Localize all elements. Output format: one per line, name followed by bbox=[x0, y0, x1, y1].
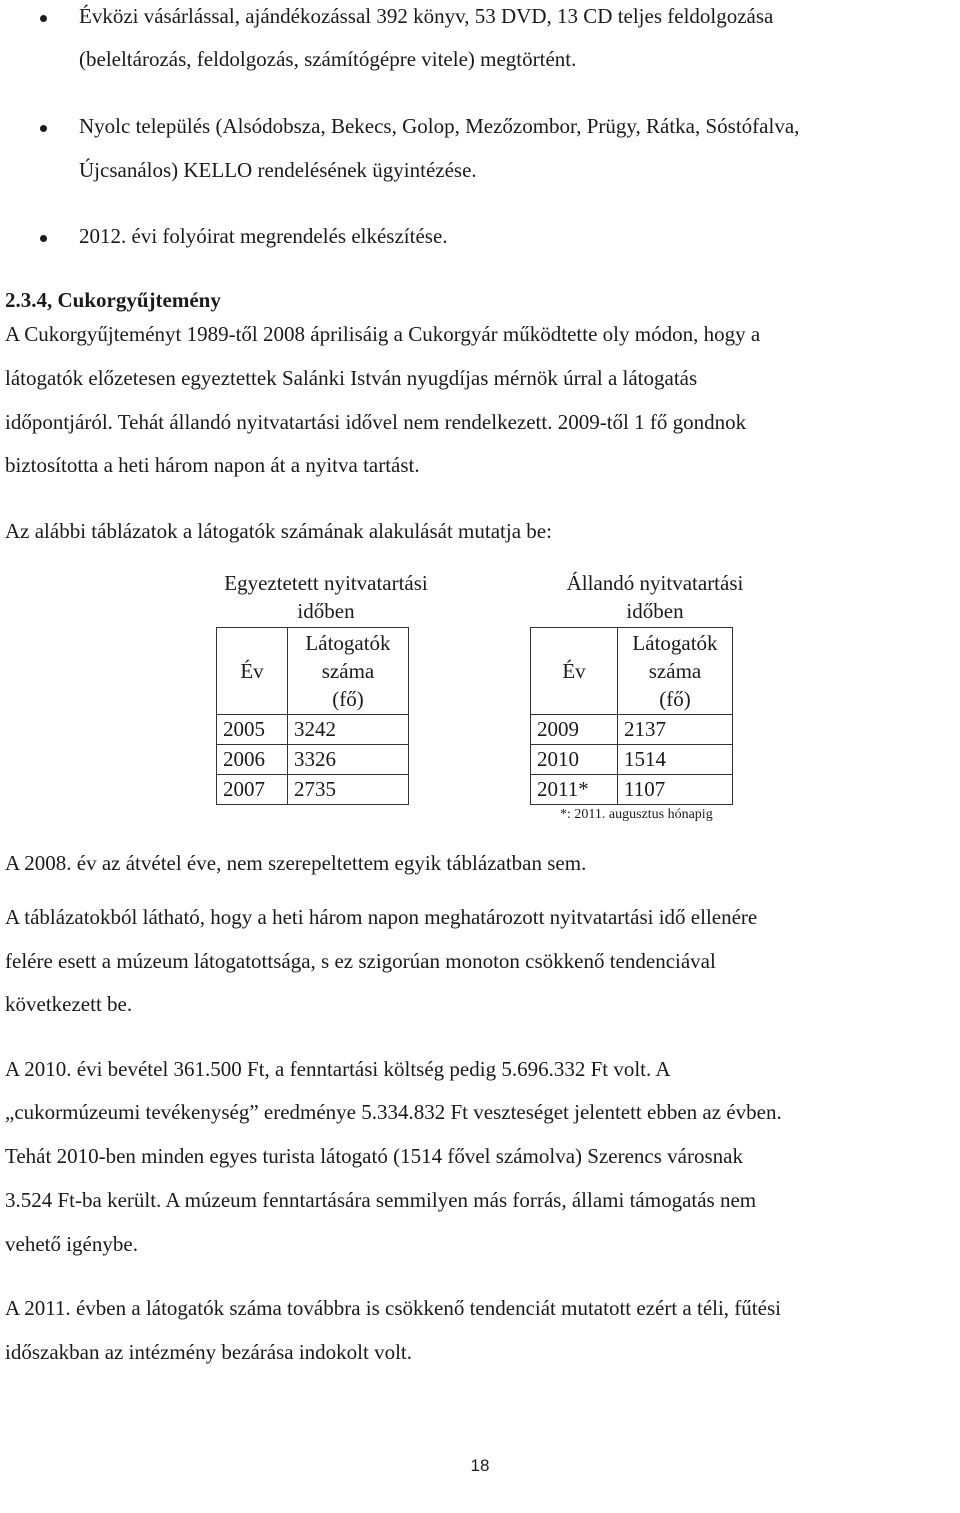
bullet-dot-icon bbox=[40, 15, 47, 22]
paragraph-line: A Cukorgyűjteményt 1989-től 2008 áprilisáig a Cukorgyár működtette oly módon, hogy a bbox=[5, 322, 761, 346]
table1 bbox=[216, 627, 409, 805]
tables-intro: Az alábbi táblázatok a látogatók számának alakulását mutatja be: bbox=[5, 519, 552, 543]
paragraph-line: következett be. bbox=[5, 992, 133, 1016]
cell-year: 2011* bbox=[531, 775, 618, 805]
cell-year: 2007 bbox=[217, 775, 288, 805]
paragraph-line: vehető igénybe. bbox=[5, 1232, 138, 1256]
table-row bbox=[531, 775, 733, 805]
paragraph-line: időszakban az intézmény bezárása indokolt volt. bbox=[5, 1340, 413, 1364]
bullet-line: 2012. évi folyóirat megrendelés elkészítése. bbox=[79, 224, 448, 248]
paragraph-line: A táblázatokból látható, hogy a heti három napon meghatározott nyitvatartási idő ellenére bbox=[5, 905, 758, 929]
header-line: Látogatók bbox=[305, 631, 391, 655]
cell-visitors: 1514 bbox=[618, 745, 733, 775]
paragraph-line: 3.524 Ft-ba került. A múzeum fenntartására semmilyen más forrás, állami támogatás nem bbox=[5, 1188, 757, 1212]
table2 bbox=[530, 627, 733, 805]
paragraph-line: Tehát 2010-ben minden egyes turista látogató (1514 fővel számolva) Szerencs városnak bbox=[5, 1144, 743, 1168]
table2-caption bbox=[525, 569, 785, 625]
cell-visitors: 2137 bbox=[618, 715, 733, 745]
page-number: 18 bbox=[470, 1456, 490, 1475]
bullet-line: Újcsanálos) KELLO rendelésének ügyintézése. bbox=[79, 158, 477, 182]
cell-visitors: 3326 bbox=[288, 745, 409, 775]
caption-line: időben bbox=[626, 599, 684, 623]
section-heading: 2.3.4, Cukorgyűjtemény bbox=[5, 288, 221, 312]
header-year: Év bbox=[217, 628, 288, 715]
paragraph-line: időpontjáról. Tehát állandó nyitvatartási idővel nem rendelkezett. 2009-től 1 fő gondnok bbox=[5, 410, 747, 434]
cell-year: 2005 bbox=[217, 715, 288, 745]
paragraph-line: „cukormúzeumi tevékenység” eredménye 5.334.832 Ft veszteséget jelentett ebben az évben. bbox=[5, 1100, 782, 1124]
table-row bbox=[531, 745, 733, 775]
cell-year: 2010 bbox=[531, 745, 618, 775]
table-row bbox=[217, 775, 409, 805]
table-header-row bbox=[531, 628, 733, 715]
caption-line: időben bbox=[297, 599, 355, 623]
bullet-dot-icon bbox=[40, 235, 47, 242]
paragraph-line: A 2011. évben a látogatók száma továbbra is csökkenő tendenciát mutatott ezért a téli, fűtési bbox=[5, 1296, 781, 1320]
cell-year: 2006 bbox=[217, 745, 288, 775]
header-line: (fő) bbox=[332, 687, 364, 711]
cell-year: 2009 bbox=[531, 715, 618, 745]
bullet-line: Nyolc település (Alsódobsza, Bekecs, Golop, Mezőzombor, Prügy, Rátka, Sóstófalva, bbox=[79, 114, 800, 138]
paragraph-line: biztosította a heti három napon át a nyitva tartást. bbox=[5, 453, 420, 477]
cell-visitors: 2735 bbox=[288, 775, 409, 805]
header-line: Látogatók bbox=[632, 631, 718, 655]
bullet-line: Évközi vásárlással, ajándékozással 392 könyv, 53 DVD, 13 CD teljes feldolgozása bbox=[79, 4, 774, 28]
header-line: száma bbox=[648, 659, 702, 683]
bullet-dot-icon bbox=[40, 125, 47, 132]
cell-visitors: 3242 bbox=[288, 715, 409, 745]
bullet-line: (beleltározás, feldolgozás, számítógépre vitele) megtörtént. bbox=[79, 47, 577, 71]
table-row bbox=[531, 715, 733, 745]
cell-visitors: 1107 bbox=[618, 775, 733, 805]
paragraph-line: A 2010. évi bevétel 361.500 Ft, a fenntartási költség pedig 5.696.332 Ft volt. A bbox=[5, 1057, 671, 1081]
caption-line: Egyeztetett nyitvatartási bbox=[224, 571, 428, 595]
header-line: száma bbox=[321, 659, 375, 683]
table-footnote: *: 2011. augusztus hónapig bbox=[560, 807, 713, 822]
paragraph-line: látogatók előzetesen egyeztettek Salánki István nyugdíjas mérnök úrral a látogatás bbox=[5, 366, 698, 390]
caption-line: Állandó nyitvatartási bbox=[566, 571, 744, 595]
header-visitors bbox=[288, 628, 409, 715]
paragraph-line: felére esett a múzeum látogatottsága, s ez szigorúan monoton csökkenő tendenciával bbox=[5, 949, 716, 973]
header-year: Év bbox=[531, 628, 618, 715]
note-2008: A 2008. év az átvétel éve, nem szerepeltettem egyik táblázatban sem. bbox=[5, 851, 587, 875]
table-header-row bbox=[217, 628, 409, 715]
table1-caption bbox=[196, 569, 456, 625]
header-visitors bbox=[618, 628, 733, 715]
header-line: (fő) bbox=[659, 687, 691, 711]
table-row bbox=[217, 745, 409, 775]
table-row bbox=[217, 715, 409, 745]
